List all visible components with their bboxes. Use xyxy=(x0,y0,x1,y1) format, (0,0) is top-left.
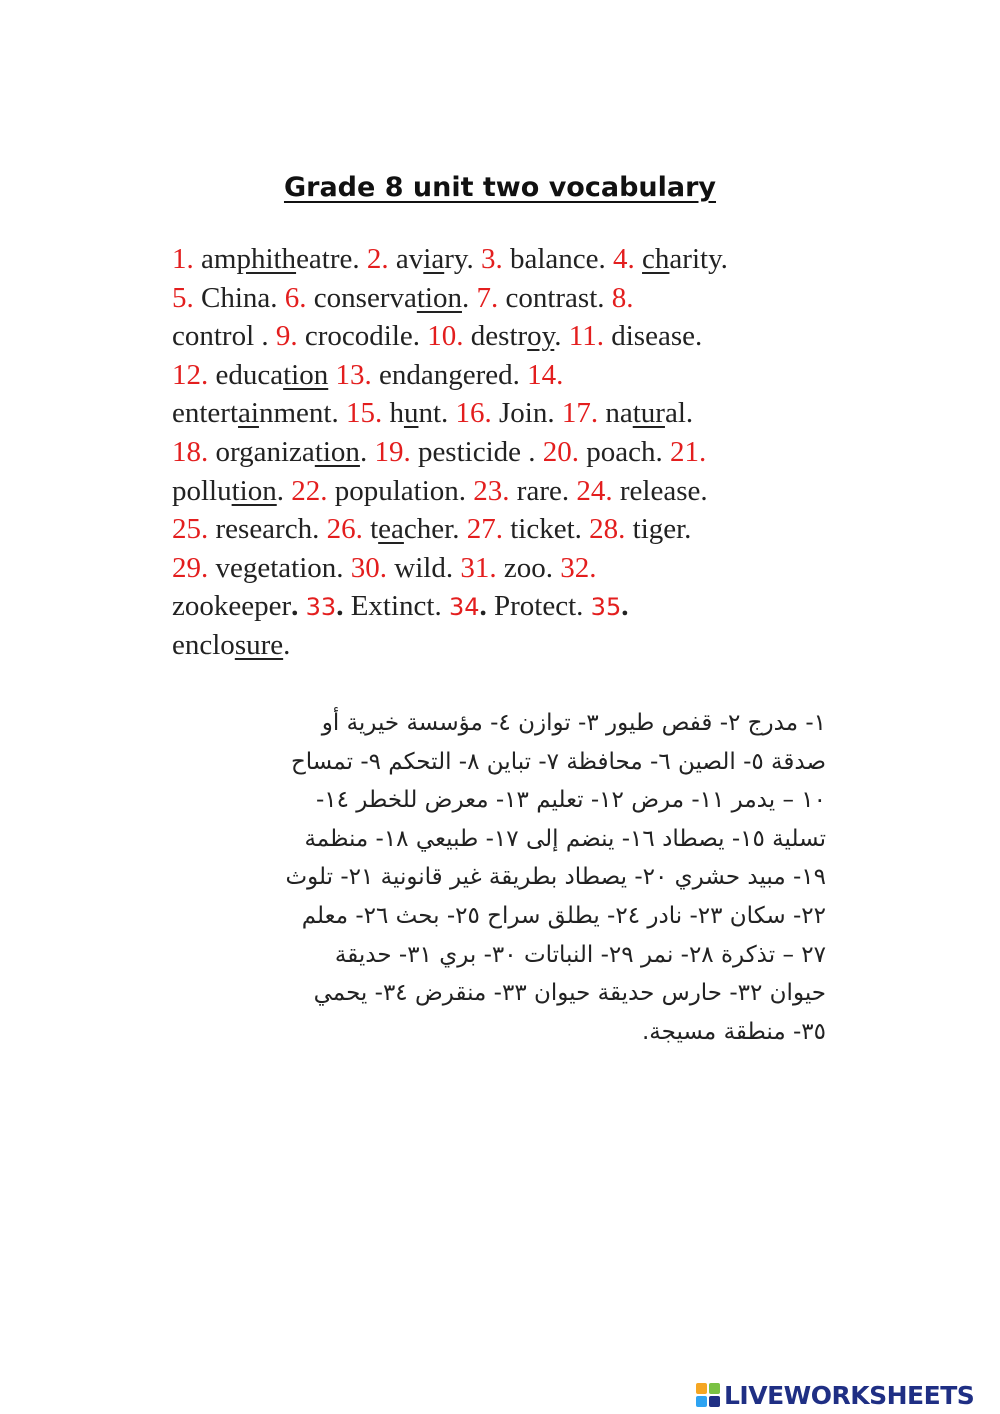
vocab-text: . xyxy=(276,474,292,507)
vocab-line xyxy=(172,279,872,318)
item-number: 19. xyxy=(374,435,411,468)
vocab-text: nment. xyxy=(258,397,346,430)
item-number: 26. xyxy=(326,513,363,546)
vocab-text: na xyxy=(598,397,633,430)
item-number: 31. xyxy=(460,551,497,584)
vocab-text: t xyxy=(362,513,379,546)
item-number: 21. xyxy=(670,435,707,468)
underlined-sound: ia xyxy=(423,243,445,275)
vocab-text: wild. xyxy=(387,551,461,584)
arabic-line: ٣٥- منطقة مسيجة. xyxy=(641,1018,826,1045)
item-number: 22. xyxy=(291,474,328,507)
logo-square-3 xyxy=(696,1396,707,1407)
vocab-text: arity. xyxy=(669,243,728,275)
page-title: Grade 8 unit two vocabulary xyxy=(283,172,717,203)
vocab-text: ry. xyxy=(444,243,481,275)
vocab-text: av xyxy=(388,243,424,275)
logo-square-2 xyxy=(709,1383,720,1394)
underlined-sound: ea xyxy=(378,513,404,546)
item-number: 17. xyxy=(561,397,599,430)
item-number: 14. xyxy=(527,358,564,391)
arabic-line: ١٠ – يدمر ١١- مرض ١٢- تعليم ١٣- معرض للخطر ١٤- xyxy=(315,787,826,814)
underlined-sound: u xyxy=(403,397,419,430)
vocab-text: entert xyxy=(172,397,239,430)
vocab-text: pesticide . xyxy=(410,435,543,468)
bold-punctuation: . xyxy=(479,590,495,623)
item-number: 32. xyxy=(560,551,597,584)
vocab-text: educa xyxy=(208,358,284,391)
vocab-text: destr xyxy=(463,320,528,353)
bold-punctuation: . xyxy=(621,590,629,623)
vocab-line xyxy=(172,510,872,549)
underlined-sound: th xyxy=(273,243,297,275)
vocab-line xyxy=(172,356,872,395)
underlined-sound: tion xyxy=(283,358,329,391)
item-number: 30. xyxy=(350,551,388,584)
vocab-text: Extinct. xyxy=(350,590,449,623)
vocab-text: release. xyxy=(612,474,708,507)
item-number: 15. xyxy=(345,397,383,430)
item-number: 5. xyxy=(172,281,194,314)
arabic-translation-list xyxy=(176,704,826,1051)
vocab-text: Protect. xyxy=(494,590,591,623)
item-number: 27. xyxy=(466,513,503,546)
item-number: 24. xyxy=(576,474,613,507)
item-number: 9. xyxy=(275,320,298,353)
vocab-text: China. xyxy=(193,281,285,314)
logo-square-1 xyxy=(696,1383,707,1394)
item-number: 29. xyxy=(172,551,209,584)
arabic-line: ١٩- مبيد حشري ٢٠- يصطاد بطريقة غير قانونية ٢١- تلوث xyxy=(285,864,826,891)
vocab-text: disease. xyxy=(603,320,703,353)
liveworksheets-logo[interactable] xyxy=(696,1380,996,1410)
underlined-sound: ai xyxy=(238,397,259,430)
vocab-text: cher. xyxy=(403,513,467,546)
vocab-text: ticket. xyxy=(502,513,590,546)
vocab-text: tiger. xyxy=(625,513,692,546)
item-number: 18. xyxy=(172,435,209,468)
underlined-sound: tur xyxy=(632,397,665,430)
vocab-text: pollu xyxy=(172,474,232,507)
item-number: 4. xyxy=(613,243,635,275)
bold-punctuation: . xyxy=(291,590,306,623)
vocab-line xyxy=(172,433,872,472)
vocab-text: . xyxy=(283,628,291,661)
underlined-sound: ch xyxy=(642,243,670,275)
item-number: 3. xyxy=(481,243,503,275)
english-vocabulary-list xyxy=(172,240,872,665)
item-number: 12. xyxy=(172,358,209,391)
item-number: 11. xyxy=(568,320,604,353)
vocab-text: nt. xyxy=(418,397,456,430)
vocab-text: h xyxy=(382,397,404,430)
vocab-line xyxy=(172,240,872,279)
vocab-line xyxy=(172,587,872,626)
vocab-text: am xyxy=(193,243,237,275)
vocab-text: research. xyxy=(208,513,327,546)
vocab-text: . xyxy=(359,435,375,468)
arabic-line: تسلية ١٥- يصطاد ١٦- ينضم إلى ١٧- طبيعي ١٨- منظمة xyxy=(304,825,826,852)
item-number: 23. xyxy=(473,474,510,507)
vocab-text: enclo xyxy=(172,628,235,661)
arabic-line: ٢٧ – تذكرة ٢٨- نمر ٢٩- النباتات ٣٠- بري ٣١- حديقة xyxy=(334,941,826,968)
item-number: 6. xyxy=(284,281,307,314)
arabic-line: صدقة ٥- الصين ٦- محافظة ٧- تباين ٨- التحكم ٩- تمساح xyxy=(290,748,826,775)
vocab-text: . xyxy=(554,320,569,353)
vocab-text: zookeeper xyxy=(172,590,292,623)
vocab-text: eatre. xyxy=(296,243,367,275)
item-number: 28. xyxy=(589,513,626,546)
item-number: 10. xyxy=(427,320,464,353)
vocab-line xyxy=(172,472,872,511)
item-number: 16. xyxy=(455,397,492,430)
vocab-line xyxy=(172,626,872,665)
item-number-bold: 34 xyxy=(448,593,480,622)
underlined-sound: tion xyxy=(416,281,462,314)
vocab-text: al. xyxy=(664,397,694,430)
vocab-line xyxy=(172,317,872,356)
vocab-text: control . xyxy=(172,320,276,353)
underlined-sound: phi xyxy=(236,243,274,275)
item-number-bold: 35 xyxy=(590,593,622,622)
item-number-bold: 33 xyxy=(305,593,337,622)
vocab-line xyxy=(172,394,872,433)
item-number: 20. xyxy=(542,435,580,468)
underlined-sound: oy xyxy=(527,320,555,353)
vocab-line xyxy=(172,549,872,588)
vocab-text: . xyxy=(461,281,477,314)
vocab-text: conserva xyxy=(306,281,417,314)
vocab-text: contrast. xyxy=(498,281,612,314)
vocab-text xyxy=(328,359,335,391)
vocab-text: endangered. xyxy=(371,358,528,391)
logo-square-4 xyxy=(709,1396,720,1407)
vocab-text: poach. xyxy=(579,435,671,468)
item-number: 13. xyxy=(335,358,372,391)
vocab-text: vegetation. xyxy=(208,551,351,584)
underlined-sound: tion xyxy=(231,474,277,507)
vocab-text: balance. xyxy=(502,243,614,275)
vocab-text: organiza xyxy=(208,435,315,468)
underlined-sound: tion xyxy=(314,435,360,468)
arabic-line: حيوان ٣٢- حارس حديقة حيوان ٣٣- منقرض ٣٤- يحمي xyxy=(313,980,826,1007)
logo-text: LIVEWORKSHEETS xyxy=(724,1380,975,1410)
vocab-text xyxy=(635,243,642,275)
vocab-text: crocodile. xyxy=(297,320,428,353)
bold-punctuation: . xyxy=(336,590,351,623)
liveworksheets-logo-icon xyxy=(696,1383,720,1407)
arabic-line: ١- مدرج ٢- قفص طيور ٣- توازن ٤- مؤسسة خيرية أو xyxy=(321,710,826,736)
item-number: 25. xyxy=(172,513,209,546)
underlined-sound: sure xyxy=(234,628,284,661)
item-number: 1. xyxy=(172,243,194,275)
vocab-text: zoo. xyxy=(496,551,561,584)
arabic-line: ٢٢- سكان ٢٣- نادر ٢٤- يطلق سراح ٢٥- بحث ٢٦- معلم xyxy=(301,902,826,929)
item-number: 7. xyxy=(476,281,499,314)
vocab-text: Join. xyxy=(491,397,562,430)
vocab-text: rare. xyxy=(509,474,577,507)
item-number: 8. xyxy=(611,281,634,314)
vocab-text: population. xyxy=(327,474,474,507)
item-number: 2. xyxy=(366,243,389,275)
